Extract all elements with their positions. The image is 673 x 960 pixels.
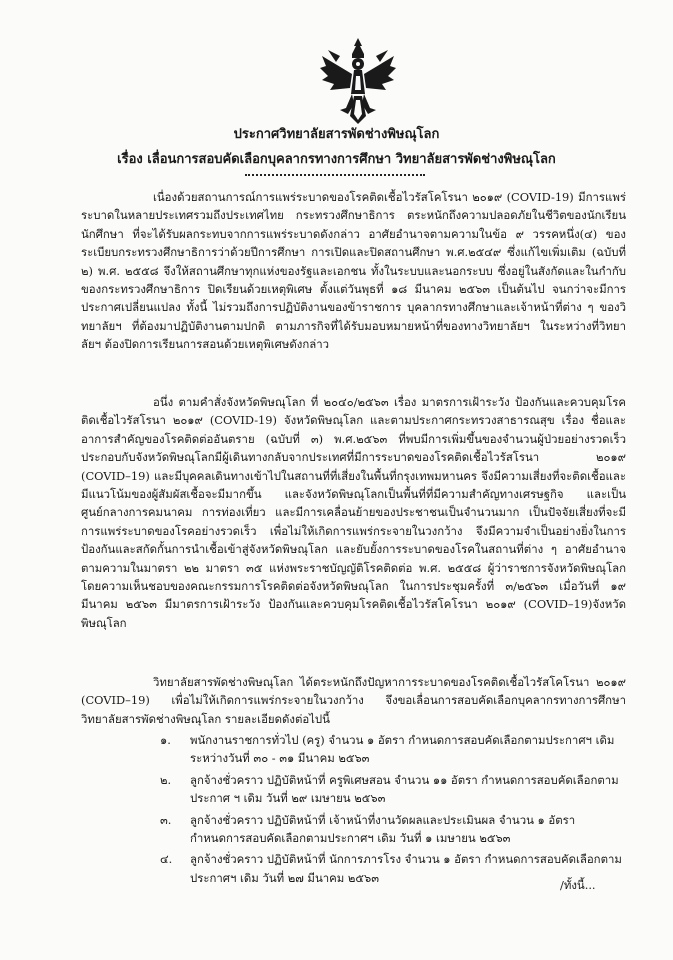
announcement-title: ประกาศวิทยาลัยสารพัดช่างพิษณุโลก	[233, 127, 440, 142]
postponed-items-list	[160, 731, 630, 890]
garuda-emblem-icon	[318, 36, 398, 126]
list-item-text: ลูกจ้างชั่วคราว ปฏิบัติหน้าที่ ครูพิเศษสอน จำนวน ๑๑ อัตรา กำหนดการสอบคัดเลือกตามประกาศ ฯ เดิม วันที่ ๒๙ เมษายน ๒๕๖๓	[190, 772, 619, 806]
list-item-text: ลูกจ้างชั่วคราว ปฏิบัติหน้าที่ นักการภารโรง จำนวน ๑ อัตรา กำหนดการสอบคัดเลือกตามประกาศฯ เดิม วันที่ ๒๗ มีนาคม ๒๕๖๓	[190, 852, 622, 885]
list-item-number: ๒.	[160, 772, 172, 787]
dotted-divider	[245, 174, 425, 176]
list-item-number: ๔.	[160, 852, 173, 867]
continuation-marker: /ทั้งนี้...	[560, 878, 596, 892]
list-item-text: ลูกจ้างชั่วคราว ปฏิบัติหน้าที่ เจ้าหน้าที่งานวัดผลและประเมินผล จำนวน ๑ อัตรา กำหนดการสอบคัดเลือกตามประกาศฯ เดิม วันที่ ๑ เมษายน ๒๕๖๓	[190, 812, 576, 846]
list-item	[160, 731, 630, 768]
paragraph-2: อนึ่ง ตามคำสั่งจังหวัดพิษณุโลก ที่ ๒๐๔๐/๒๕๖๓ เรื่อง มาตรการเฝ้าระวัง ป้องกันและควบคุมโรคติดเชื้อไวรัสโรนา ๒๐๑๙ (COVID-19) จังหวัดพิษณุโลก และตามประกาศกระทรวงสาธารณสุข เรื่อง ชื่อและอาการสำคัญของโรคติดต่ออันตราย (ฉบับที่ ๓) พ.ศ.๒๕๖๓ ที่พบมีการเพิ่มขึ้นของจำนวนผู้ป่วยอย่างรวดเร็ว ประกอบกับจังหวัดพิษณุโลกมีผู้เดินทางกลับจากประเทศที่มีการระบาดของโรคติดเชื้อไวรัสโรนา ๒๐๑๙ (COVID–19) และมีบุคคลเดินทางเข้าไปในสถานที่ที่เสี่ยงในพื้นที่กรุงเทพมหานคร จึงมีความเสี่ยงที่จะติดเชื้อและมีแนวโน้มของผู้สัมผัสเชื้อจะมีมากขึ้น และจังหวัดพิษณุโลกเป็นพื้นที่ที่มีความสำคัญทางเศรษฐกิจ และเป็นศูนย์กลางการคมนาคม การท่องเที่ยว และมีการเคลื่อนย้ายของประชาชนเป็นจำนวนมาก เป็นปัจจัยเสี่ยงที่จะมีการแพร่ระบาดของโรคอย่างรวดเร็ว เพื่อไม่ให้เกิดการแพร่กระจายในวงกว้าง จึงมีความจำเป็นอย่างยิ่งในการป้องกันและสกัดกั้นการนำเชื้อเข้าสู่จังหวัดพิษณุโลก และยับยั้งการระบาดของโรคในสถานที่ต่าง ๆ อาศัยอำนาจตามความในมาตรา ๒๒ มาตรา ๓๕ แห่งพระราชบัญญัติโรคติดต่อ พ.ศ. ๒๕๕๘ ผู้ว่าราชการจังหวัดพิษณุโลก โดยความเห็นชอบของคณะกรรมการโรคติดต่อจังหวัดพิษณุโลก ในการประชุมครั้งที่ ๓/๒๕๖๓ เมื่อวันที่ ๑๙ มีนาคม ๒๕๖๓ มีมาตรการเฝ้าระวัง ป้องกันและควบคุมโรคติดเชื้อไวรัสโคโรนา ๒๐๑๙ (COVID–19)จังหวัดพิษณุโลก	[81, 395, 626, 630]
list-item-number: ๓.	[160, 812, 172, 827]
list-item-number: ๑.	[160, 733, 171, 747]
subject-line: เรื่อง เลื่อนการสอบคัดเลือกบุคลากรทางการศึกษา วิทยาลัยสารพัดช่างพิษณุโลก	[117, 152, 556, 167]
list-item	[160, 771, 630, 808]
list-item	[160, 811, 630, 848]
paragraph-1: เนื่องด้วยสถานการณ์การแพร่ระบาดของโรคติดเชื้อไวรัสโคโรนา ๒๐๑๙ (COVID-19) มีการแพร่ระบาดในหลายประเทศรวมถึงประเทศไทย กระทรวงศึกษาธิการ ตระหนักถึงความปลอดภัยในชีวิตของนักเรียน นักศึกษา ที่จะได้รับผลกระทบจากการแพร่ระบาดดังกล่าว อาศัยอำนาจตามความในข้อ ๙ วรรคหนึ่ง(๔) ของระเบียบกระทรวงศึกษาธิการว่าด้วยปีการศึกษา การเปิดและปิดสถานศึกษา พ.ศ.๒๕๔๙ ซึ่งแก้ไขเพิ่มเติม (ฉบับที่ ๒) พ.ศ. ๒๕๕๘ จึงให้สถานศึกษาทุกแห่งของรัฐและเอกชน ทั้งในระบบและนอกระบบ ซึ่งอยู่ในสังกัดและในกำกับของกระทรวงศึกษาธิการ ปิดเรียนด้วยเหตุพิเศษ ตั้งแต่วันพุธที่ ๑๘ มีนาคม ๒๕๖๓ เป็นต้นไป จนกว่าจะมีการประกาศเปลี่ยนแปลง ทั้งนี้ ไม่รวมถึงการปฏิบัติงานของข้าราชการ บุคลากรทางศึกษาและเจ้าหน้าที่ต่าง ๆ ของวิทยาลัยฯ ที่ต้องมาปฏิบัติงานตามปกติ ตามภารกิจที่ได้รับมอบหมายหน้าที่ของทางวิทยาลัยฯ ในระหว่างที่วิทยาลัยฯ ต้องปิดการเรียนการสอนด้วยเหตุพิเศษดังกล่าว	[81, 190, 626, 352]
paragraph-3: วิทยาลัยสารพัดช่างพิษณุโลก ได้ตระหนักถึงปัญหาการระบาดของโรคติดเชื้อไวรัสโคโรนา ๒๐๑๙ (COVID–19) เพื่อไม่ให้เกิดการแพร่กระจายในวงกว้าง จึงขอเลื่อนการสอบคัดเลือกบุคลากรทางการศึกษา วิทยาลัยสารพัดช่างพิษณุโลก รายละเอียดดังต่อไปนี้	[81, 675, 626, 726]
list-item-text: พนักงานราชการทั่วไป (ครู) จำนวน ๑ อัตรา กำหนดการสอบคัดเลือกตามประกาศฯ เดิม ระหว่างวันที่ ๓๐ - ๓๑ มีนาคม ๒๕๖๓	[190, 733, 615, 766]
